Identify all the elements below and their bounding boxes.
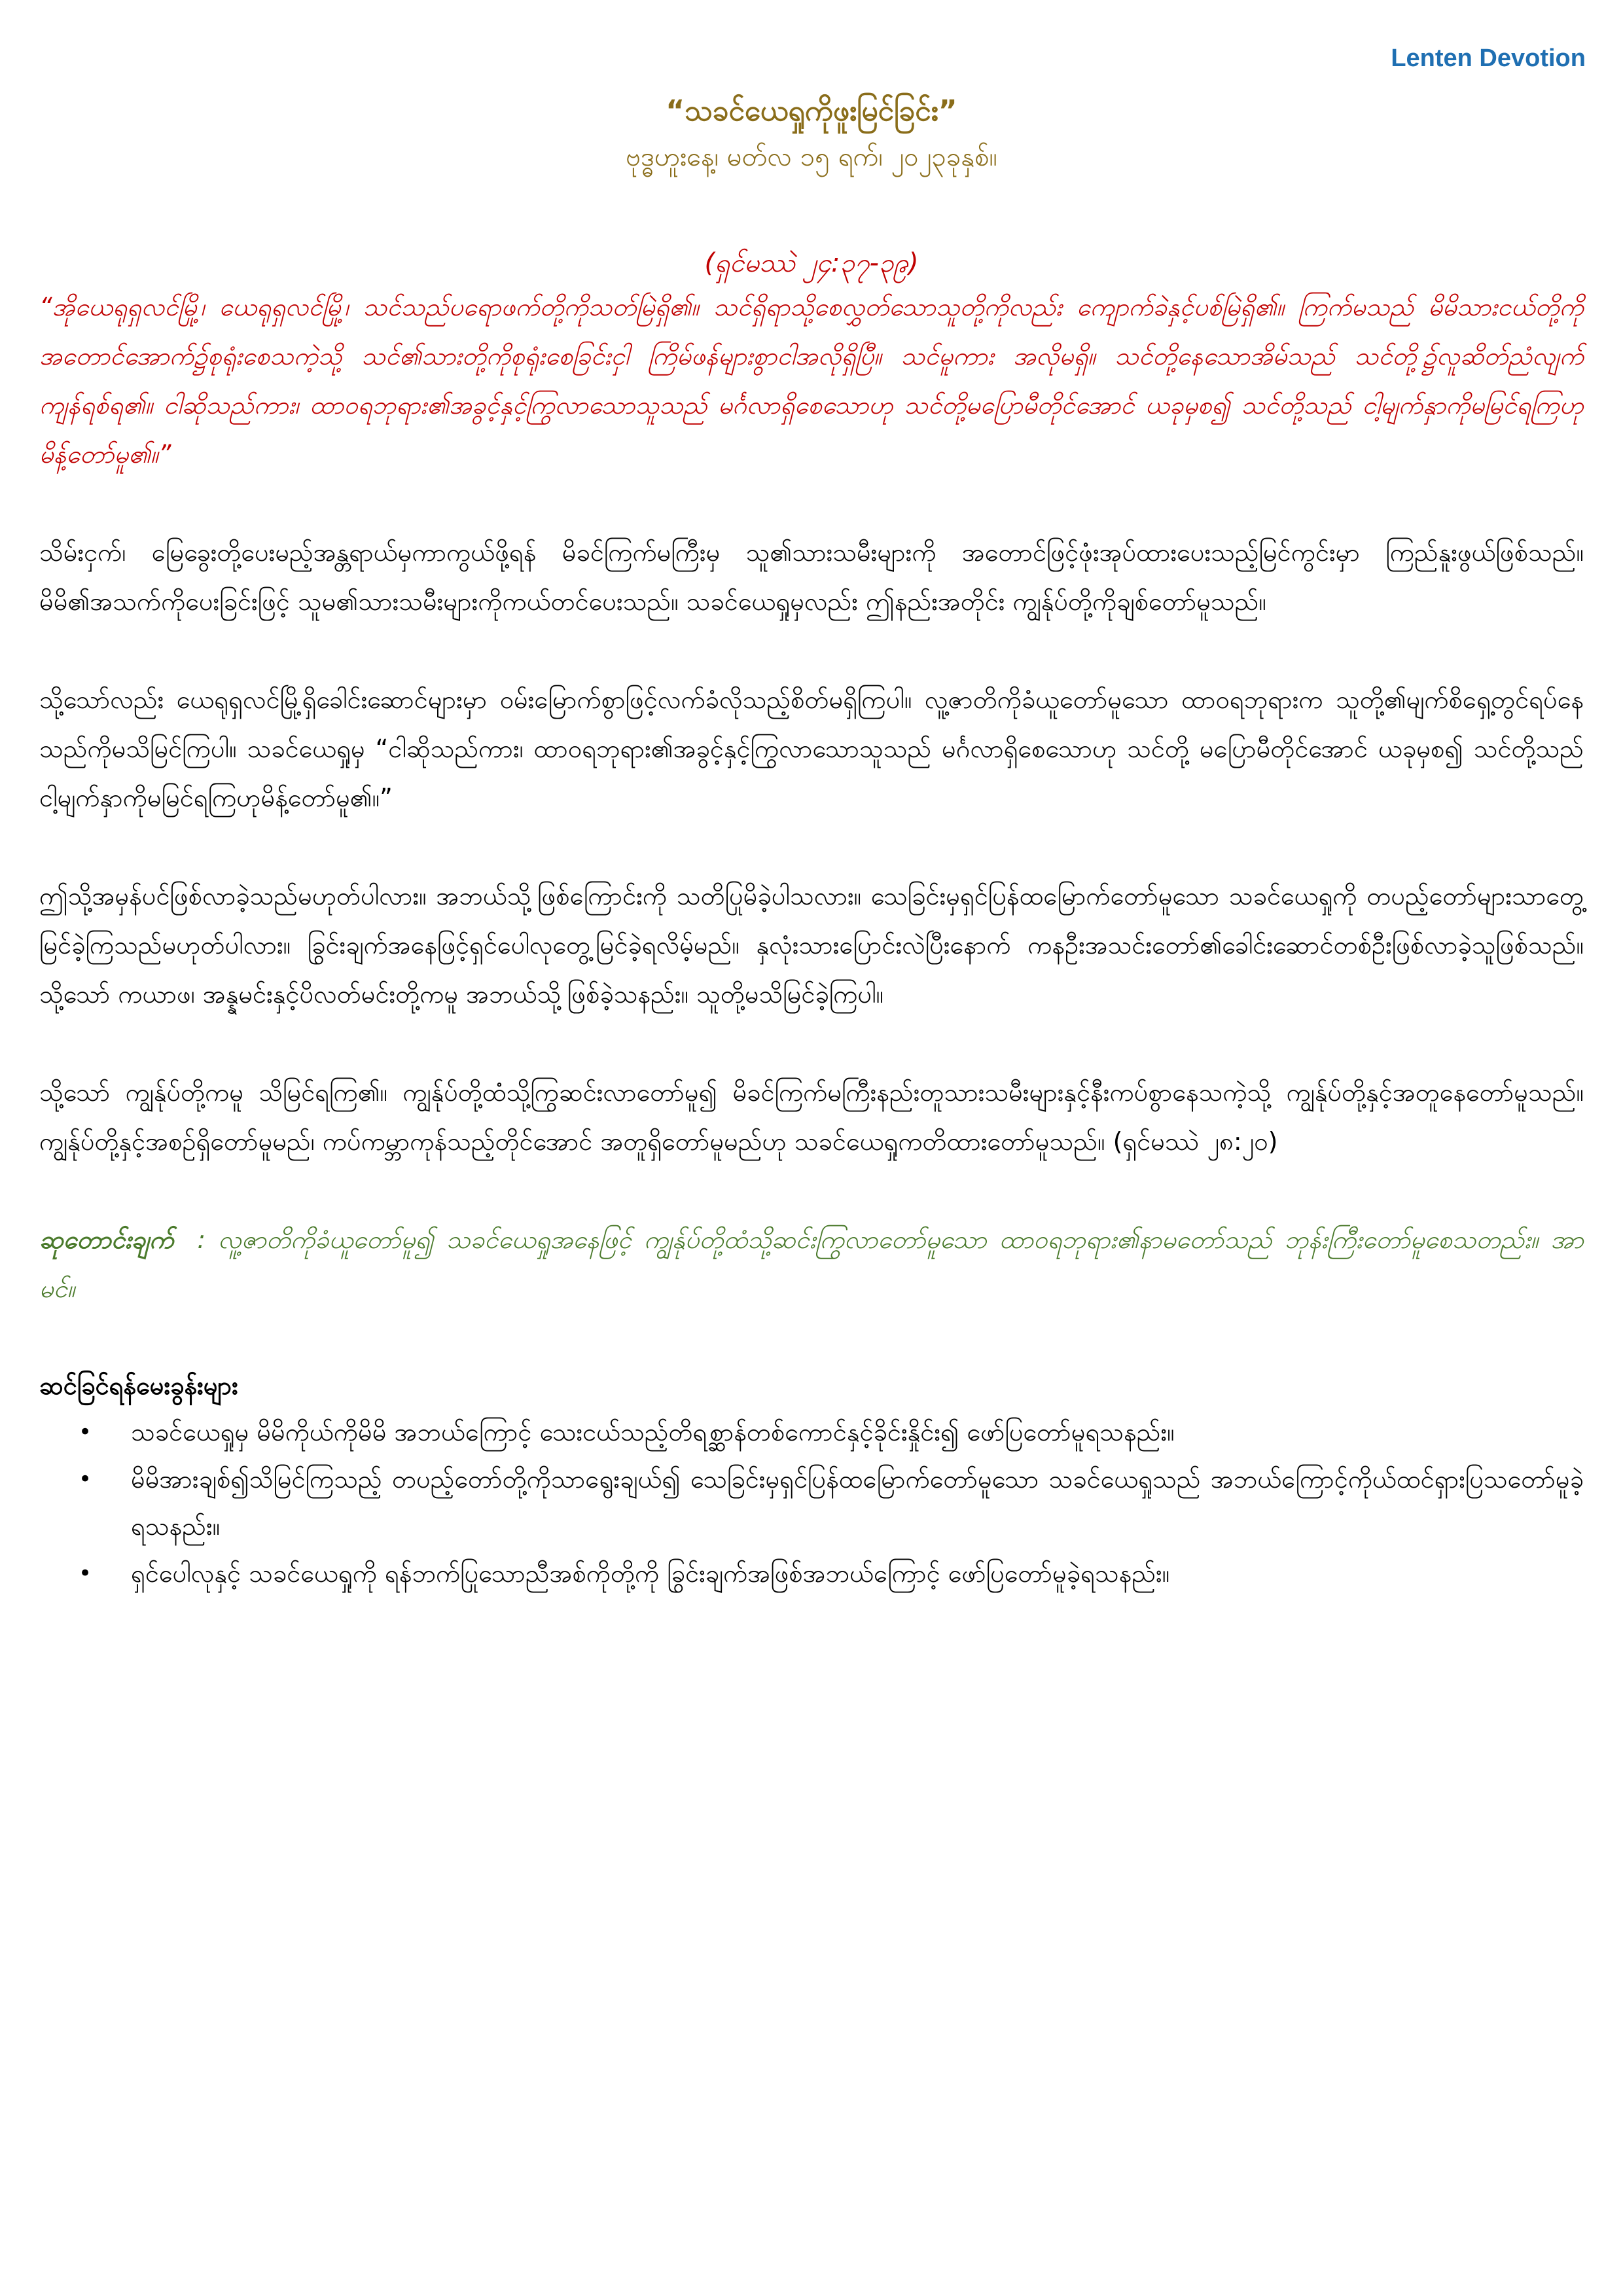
scripture-reference: (ရှင်မဿဲ ၂၄:၃၇-၃၉) (704, 248, 919, 278)
question-text: ရှင်ပေါလုနှင့် သခင်ယေရှုကို ရန်ဘက်ပြုသောညီအစ်ကိုတို့ကို ခြွင်းချက်အဖြစ်အဘယ်ကြောင့် ဖော်ပြတော်မူခဲ့ရသနည်း။ (131, 1559, 1170, 1588)
question-text: သခင်ယေရှုမှ မိမိကိုယ်ကိုမိမိ အဘယ်ကြောင့် သေးငယ်သည့်တိရစ္ဆာန်တစ်ကောင်နှင့်ခိုင်းနှိုင်း၍ ဖော်ပြတော်မူရသနည်း။ (131, 1418, 1175, 1446)
prayer (39, 1215, 1584, 1314)
question-item (79, 1456, 1584, 1550)
paragraph: သို့သော်လည်း ယေရုရှလင်မြို့ရှိခေါင်းဆောင်များမှာ ဝမ်းမြောက်စွာဖြင့်လက်ခံလိုသည့်စိတ်မရှိကြပါ။ လူ့ဇာတိကိုခံယူတော်မူသော ထာဝရဘုရားက သူတို့၏မျက်စိရှေ့တွင်ရပ်နေသည်ကိုမသိမြင်ကြပါ။ သခင်ယေရှုမှ “ငါဆိုသည်ကား၊ ထာဝရဘုရား၏အခွင့်နှင့်ကြွလာသောသူသည် မင်္ဂလာရှိစေသောဟု သင်တို့ မပြောမီတိုင်အောင် ယခုမှစ၍ သင်တို့သည် ငါ့မျက်နှာကိုမမြင်ရကြဟုမိန့်တော်မူ၏။” (39, 685, 1584, 812)
paragraph: သို့သော် ကျွန်ုပ်တို့ကမူ သိမြင်ရကြ၏။ ကျွန်ုပ်တို့ထံသို့ကြွဆင်းလာတော်မူ၍ မိခင်ကြက်မကြီးနည်းတူသားသမီးများနှင့်နီးကပ်စွာနေသကဲ့သို့ ကျွန်ုပ်တို့နှင့်အတူနေတော်မူသည်။ ကျွန်ုပ်တို့နှင့်အစဉ်ရှိတော်မူမည်၊ ကပ်ကမ္ဘာကုန်သည့်တိုင်အောင် အတူရှိတော်မူမည်ဟု သခင်ယေရှုကတိထားတော်မူသည်။ (ရှင်မဿဲ ၂၈:၂၀) (39, 1078, 1584, 1156)
bullet-icon: • (79, 1466, 92, 1492)
bullet-icon: • (79, 1560, 92, 1587)
page-date: ဗုဒ္ဓဟူးနေ့၊ မတ်လ ၁၅ ရက်၊ ၂၀၂၃ခုနှစ်။ (626, 142, 997, 172)
header-tag: Lenten Devotion (1391, 45, 1586, 72)
questions-title: ဆင်ခြင်ရန်မေးခွန်းများ (39, 1371, 238, 1400)
scripture-text: “အိုယေရုရှလင်မြို့၊ ယေရုရှလင်မြို့၊ သင်သည်ပရောဖက်တို့ကိုသတ်မြဲရှိ၏။ သင်ရှိရာသို့စေလွှတ်သောသူတို့ကိုလည်း ကျောက်ခဲနှင့်ပစ်မြဲရှိ၏။ ကြက်မသည် မိမိသားငယ်တို့ကို အတောင်အောက်၌စုရုံးစေသကဲ့သို့ သင်၏သားတို့ကိုစုရုံးစေခြင်းငှါ ကြိမ်ဖန်များစွာငါအလိုရှိပြီ။ သင်မူကား အလိုမရှိ။ သင်တို့နေသောအိမ်သည် သင်တို့၌လူဆိတ်ညံလျက်ကျန်ရစ်ရ၏။ ငါဆိုသည်ကား၊ ထာဝရဘုရား၏အခွင့်နှင့်ကြွလာသောသူသည် မင်္ဂလာရှိစေသောဟု သင်တို့မပြောမီတိုင်အောင် ယခုမှစ၍ သင်တို့သည် ငါ့မျက်နှာကိုမမြင်ရကြဟုမိန့်တော်မူ၏။” (39, 293, 1584, 469)
prayer-text: : လူ့ဇာတိကိုခံယူတော်မူ၍ သခင်ယေရှုအနေဖြင့် ကျွန်ုပ်တို့ထံသို့ဆင်းကြွလာတော်မူသော ထာဝရဘုရား၏နာမတော်သည် ဘုန်းကြီးတော်မူစေသတည်း။ အာမင်။ (39, 1225, 1584, 1303)
devotion-content (39, 243, 1584, 1597)
page-title: “သခင်ယေရှုကိုဖူးမြင်ခြင်း” (666, 94, 957, 128)
question-text: မိမိအားချစ်၍သိမြင်ကြသည့် တပည့်တော်တို့ကိုသာရွေးချယ်၍ သေခြင်းမှရှင်ပြန်ထမြောက်တော်မူသော သခင်ယေရှုသည် အဘယ်ကြောင့်ကိုယ်ထင်ရှားပြသတော်မူခဲ့ရသနည်း။ (131, 1465, 1584, 1541)
question-item (79, 1550, 1584, 1597)
prayer-label: ဆုတောင်းချက် (39, 1225, 174, 1254)
paragraph: ဤသို့အမှန်ပင်ဖြစ်လာခဲ့သည်မဟုတ်ပါလား။ အဘယ်သို့ဖြစ်ကြောင်းကို သတိပြုမိခဲ့ပါသလား။ သေခြင်းမှရှင်ပြန်ထမြောက်တော်မူသော သခင်ယေရှုကို တပည့်တော်များသာတွေ့မြင်ခဲ့ကြသည်မဟုတ်ပါလား။ ခြွင်းချက်အနေဖြင့်ရှင်ပေါလုတွေ့မြင်ခဲ့ရလိမ့်မည်။ နှလုံးသားပြောင်းလဲပြီးနောက် ကနဦးအသင်းတော်၏ခေါင်းဆောင်တစ်ဦးဖြစ်လာခဲ့သူဖြစ်သည်။ သို့သော် ကယာဖ၊ အန္နမင်းနှင့်ပိလတ်မင်းတို့ကမူ အဘယ်သို့ဖြစ်ခဲ့သနည်း။ သူတို့မသိမြင်ခဲ့ကြပါ။ (39, 882, 1584, 1009)
paragraph: သိမ်းငှက်၊ မြေခွေးတို့ပေးမည့်အန္တရာယ်မှကာကွယ်ဖို့ရန် မိခင်ကြက်မကြီးမှ သူ၏သားသမီးများကို အတောင်ဖြင့်ဖုံးအုပ်ထားပေးသည့်မြင်ကွင်းမှာ ကြည်နူးဖွယ်ဖြစ်သည်။ မိမိ၏အသက်ကိုပေးခြင်းဖြင့် သူမ၏သားသမီးများကိုကယ်တင်ပေးသည်။ သခင်ယေရှုမှလည်း ဤနည်းအတိုင်း ကျွန်ုပ်တို့ကိုချစ်တော်မူသည်။ (39, 538, 1584, 616)
bullet-icon: • (79, 1419, 92, 1445)
question-item (79, 1408, 1584, 1456)
questions-list (39, 1408, 1584, 1597)
